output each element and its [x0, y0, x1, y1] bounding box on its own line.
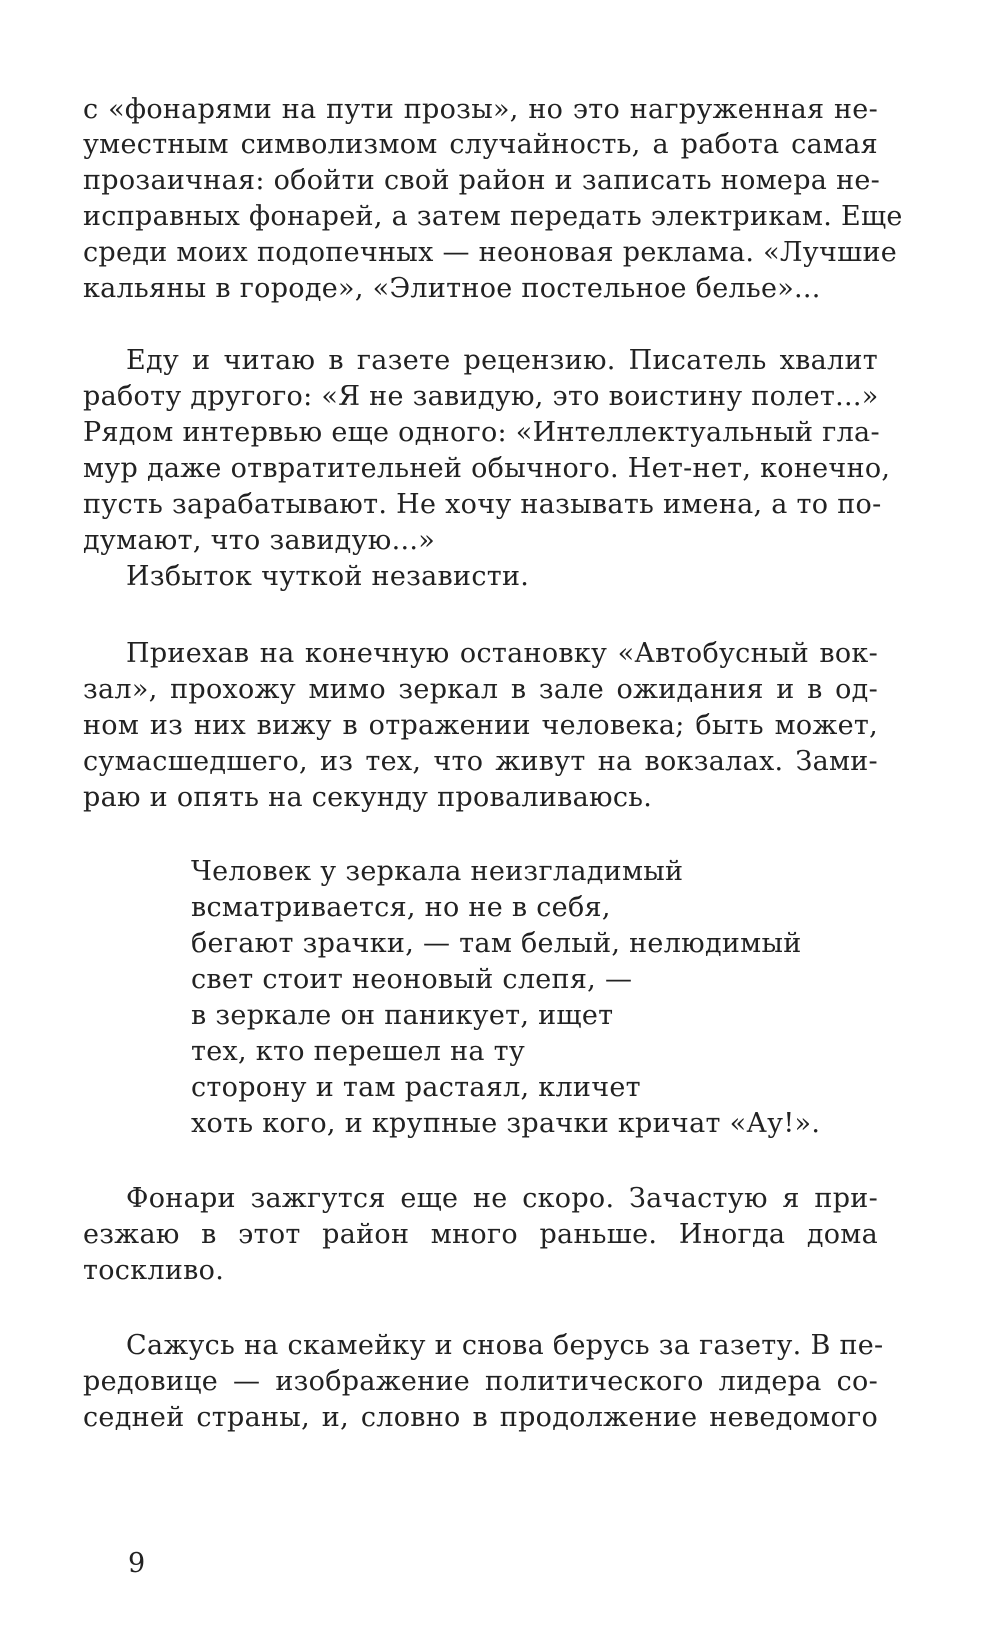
page-number: 9	[128, 1548, 146, 1579]
text-line: кальяны в городе», «Элитное постельное белье»...	[83, 273, 821, 304]
verse-line: в зеркале он паникует, ищет	[191, 1000, 614, 1031]
text-line: седней страны, и, словно в продолжение неведомого	[83, 1402, 878, 1433]
text-line: ном из них вижу в отражении человека; быть может,	[83, 710, 878, 741]
verse-line: тех, кто перешел на ту	[191, 1036, 526, 1067]
text-line: езжаю в этот район много раньше. Иногда дома	[83, 1219, 878, 1250]
text-line: думают, что завидую...»	[83, 525, 436, 556]
text-line: мур даже отвратительней обычного. Нет-нет, конечно,	[83, 453, 891, 484]
text-line: уместным символизмом случайность, а работа самая	[83, 129, 878, 160]
text-line: Избыток чуткой независти.	[126, 561, 530, 592]
text-line: зал», прохожу мимо зеркал в зале ожидания и в од-	[83, 674, 878, 705]
verse-line: Человек у зеркала неизгладимый	[191, 856, 684, 887]
text-line: сумасшедшего, из тех, что живут на вокзалах. Зами-	[83, 746, 878, 777]
text-line: работу другого: «Я не завидую, это воистину полет...»	[83, 381, 879, 412]
text-line: Еду и читаю в газете рецензию. Писатель хвалит	[126, 345, 878, 376]
text-line: тоскливо.	[83, 1255, 225, 1286]
text-line: с «фонарями на пути прозы», но это нагруженная не-	[83, 94, 878, 125]
verse-line: всматривается, но не в себя,	[191, 892, 611, 923]
verse-line: сторону и там растаял, кличет	[191, 1072, 641, 1103]
text-line: Приехав на конечную остановку «Автобусный вок-	[126, 638, 878, 669]
text-line: Фонари зажгутся еще не скоро. Зачастую я при-	[126, 1183, 878, 1214]
text-line: раю и опять на секунду проваливаюсь.	[83, 782, 653, 813]
verse-line: свет стоит неоновый слепя, —	[191, 964, 633, 995]
text-line: пусть зарабатывают. Не хочу называть имена, а то по-	[83, 489, 882, 520]
text-line: Рядом интервью еще одного: «Интеллектуальный гла-	[83, 417, 880, 448]
verse-line: бегают зрачки, — там белый, нелюдимый	[191, 928, 802, 959]
text-line: редовице — изображение политического лидера со-	[83, 1366, 878, 1397]
text-line: прозаичная: обойти свой район и записать номера не-	[83, 165, 881, 196]
text-line: исправных фонарей, а затем передать электрикам. Еще	[83, 201, 903, 232]
verse-line: хоть кого, и крупные зрачки кричат «Ау!».	[191, 1108, 821, 1139]
text-line: Сажусь на скамейку и снова берусь за газету. В пе-	[126, 1330, 884, 1361]
text-line: среди моих подопечных — неоновая реклама. «Лучшие	[83, 237, 898, 268]
